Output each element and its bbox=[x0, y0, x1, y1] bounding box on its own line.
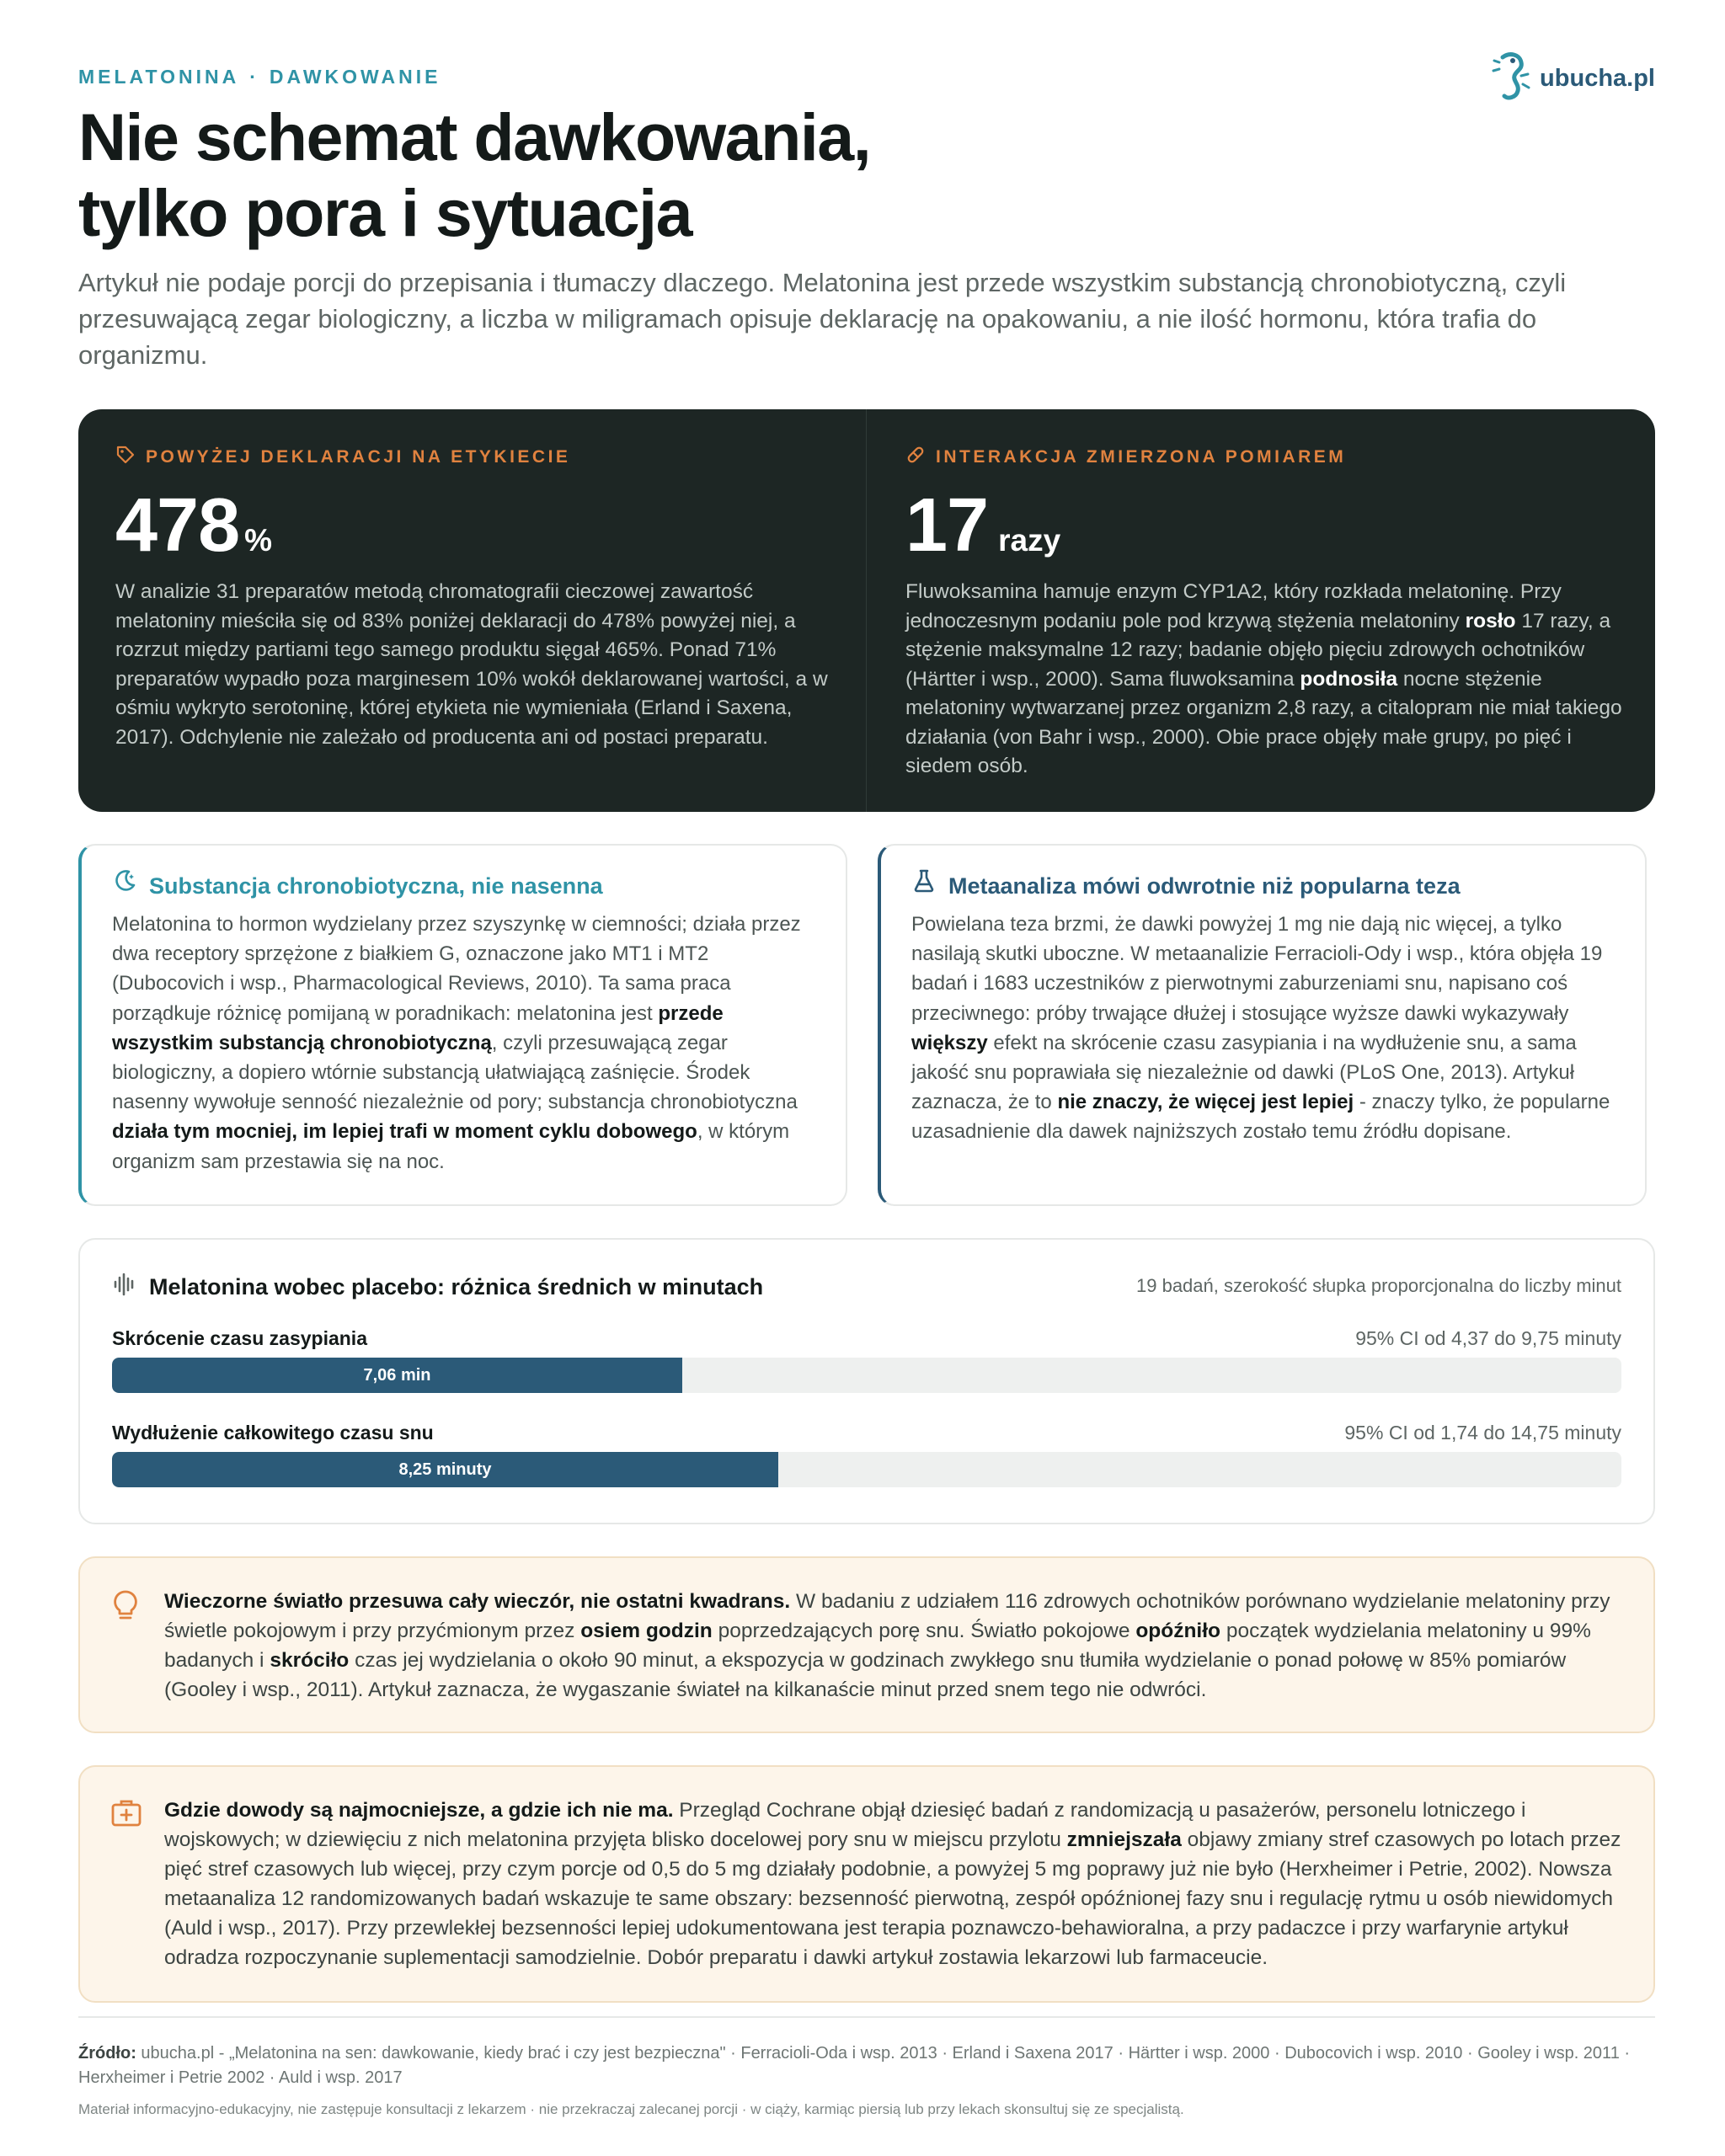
stat-number: 478 bbox=[115, 483, 240, 568]
note-evidence bbox=[78, 1765, 1655, 2003]
card-emphasis: działa tym mocniej, im lepiej trafi w moment cyklu dobowego bbox=[112, 1120, 697, 1144]
flask-icon bbox=[911, 867, 937, 905]
bar-track bbox=[112, 1358, 1621, 1393]
note-lead: Wieczorne światło przesuwa cały wieczór, nie ostatni kwadrans. bbox=[164, 1590, 791, 1613]
card-emphasis: przede wszystkim substancją chronobiotyczną bbox=[112, 1001, 724, 1054]
stat-label-deviation bbox=[115, 445, 840, 752]
note-emphasis: opóźniło bbox=[1135, 1620, 1221, 1642]
chart-title bbox=[112, 1272, 763, 1303]
title-line-1: Nie schemat dawkowania, bbox=[78, 99, 871, 174]
title-line-2: tylko pora i sytuacja bbox=[78, 175, 692, 250]
lead-paragraph: Artykuł nie podaje porcji do przepisania i tłumaczy dlaczego. Melatonina jest przede wszystkim substancją chronobiotyczną, czyli przesuwającą zegar biologiczny, a liczba w miligramach opisuje deklarację na opakowaniu, a nie ilość hormonu, która trafia do organizmu. bbox=[78, 268, 1567, 370]
bar-ci-total-sleep: 95% CI od 1,74 do 14,75 minuty bbox=[1344, 1422, 1621, 1444]
eyebrow-topic: MELATONINA bbox=[78, 66, 240, 88]
card-text: Powielana teza brzmi, że dawki powyżej 1 mg nie dają nic więcej, a tylko nasilają skutki uboczne. W metaanalizie Ferracioli-Ody i wsp., która objęła 19 badań i 1683 uczestników z pierwotnymi zaburzeniami snu, napisano coś przeciwnego: próby trwające dłużej i stosujące wyższe dawki wykazywały bbox=[911, 913, 1603, 1025]
footer-divider bbox=[78, 2016, 1655, 2018]
note-text: czas jej wydzielania o około 90 minut, a ekspozycja w godzinach zwykłego snu tłumiła wydzielanie o ponad połowę w 85% pomiarów (Gooley i wsp., 2011). Artykuł zaznacza, że wygaszanie świateł na kilkanaście minut przed snem tego nie odwróci. bbox=[164, 1649, 1567, 1701]
note-text: poprzedzających porę snu. Światło pokojowe bbox=[712, 1620, 1136, 1642]
card-chronobiotic bbox=[78, 844, 847, 1206]
logo-text: ubucha.pl bbox=[1540, 65, 1655, 92]
card-text: efekt na skrócenie czasu zasypiania i na wydłużenie snu, a sama jakość snu poprawiała się niezależnie od dawki (PLoS One, 2013). Artykuł zaznacza, że to bbox=[911, 1031, 1577, 1114]
chart-title-text: Melatonina wobec placebo: różnica średnich w minutach bbox=[149, 1274, 764, 1299]
source-text: ubucha.pl - „Melatonina na sen: dawkowanie, kiedy brać i czy jest bezpieczna" · Ferracioli-Oda i wsp. 2013 · Erland i Saxena 2017 · Härtter i wsp. 2000 · Dubocovich i wsp. 2010 · Gooley i wsp. 2011 · Herxheimer i Petrie 2002 · Auld i wsp. 2017 bbox=[78, 2044, 1631, 2087]
stats-divider bbox=[866, 409, 867, 812]
stat-text: 17 razy, a stężenie maksymalne 12 razy; badanie objęło pięciu zdrowych ochotników (Härtter i wsp., 2000). Sama fluwoksamina bbox=[905, 609, 1611, 691]
card-title bbox=[911, 867, 1616, 905]
note-body bbox=[164, 1796, 1621, 1972]
card-text: - znaczy tylko, że popularne uzasadnienie dla dawek najniższych zostało temu źródłu dopisane. bbox=[911, 1091, 1610, 1144]
stat-emphasis: rosło bbox=[1465, 609, 1516, 632]
logo[interactable] bbox=[1491, 51, 1655, 107]
stat-label bbox=[115, 445, 840, 470]
stat-description bbox=[115, 578, 840, 752]
first-aid-icon bbox=[110, 1797, 142, 1832]
note-text: W badaniu z udziałem 116 zdrowych ochotników porównano wydzielanie melatoniny przy świetle pokojowym i przy przyćmionym przez bbox=[164, 1590, 1610, 1642]
stat-value bbox=[905, 483, 1630, 568]
card-body bbox=[112, 910, 817, 1177]
card-text: Melatonina to hormon wydzielany przez szyszynkę w ciemności; działa przez dwa receptory sprzężone z białkiem G, oznaczone jako MT1 i MT2 (Dubocovich i wsp., Pharmacological Reviews, 2010). Ta sama praca porządkuje różnicę pomijaną w poradnikach: melatonina jest bbox=[112, 913, 801, 1025]
stat-label-text: INTERAKCJA ZMIERZONA POMIAREM bbox=[936, 447, 1347, 467]
stat-interaction bbox=[905, 445, 1630, 782]
stat-label bbox=[905, 445, 1630, 470]
card-title bbox=[112, 867, 817, 905]
stat-unit: % bbox=[244, 523, 273, 558]
placebo-chart bbox=[78, 1238, 1655, 1524]
card-text: , czyli przesuwającą zegar biologiczny, a dopiero wtórnie substancją ułatwiającą zaśnięcie. Środek nasenny wywołuje senność niezależnie od pory; substancja chronobiotyczna bbox=[112, 1031, 798, 1114]
stat-description bbox=[905, 578, 1630, 782]
bar-value-label: 8,25 minuty bbox=[398, 1460, 492, 1479]
stat-label-text: POWYŻEJ DEKLARACJI NA ETYKIECIE bbox=[146, 447, 571, 467]
note-emphasis: skróciło bbox=[270, 1649, 350, 1672]
note-emphasis: zmniejszała bbox=[1066, 1828, 1182, 1851]
bar-sleep-onset bbox=[112, 1358, 682, 1393]
lightbulb-icon bbox=[110, 1588, 141, 1626]
stat-number: 17 bbox=[905, 483, 989, 568]
bar-total-sleep bbox=[112, 1452, 778, 1487]
card-emphasis: większy bbox=[911, 1031, 988, 1054]
seahorse-logo-icon bbox=[1491, 51, 1531, 107]
note-lead: Gdzie dowody są najmocniejsze, a gdzie ich nie ma. bbox=[164, 1799, 674, 1822]
bar-label-sleep-onset: Skrócenie czasu zasypiania bbox=[112, 1327, 367, 1349]
tag-icon bbox=[115, 445, 136, 470]
eyebrow-subtopic: DAWKOWANIE bbox=[269, 66, 441, 88]
note-text: objawy zmiany stref czasowych po lotach przez pięć stref czasowych lub więcej, przy czym porcje od 0,5 do 5 mg działały podobnie, a powyżej 5 mg poprawy już nie było (Herxheimer i Petrie, 2002). Nowsza metaanaliza 12 randomizowanych badań wskazuje te same obszary: bezsenność pierwotną, zespół opóźnionej fazy snu i regulację rytmu u osób niewidomych (Auld i wsp., 2017). Przy przewlekłej bezsenności lepiej udokumentowana jest terapia poznawczo-behawioralna, a przy padaczce i przy warfarynie artykuł odradza rozpoczynanie suplementacji samodzielnie. Dobór preparatu i dawki artykuł zostawia lekarzowi lub farmaceucie. bbox=[164, 1828, 1621, 1969]
stat-text: Fluwoksamina hamuje enzym CYP1A2, który rozkłada melatoninę. Przy jednoczesnym podaniu pole pod krzywą stężenia melatoniny bbox=[905, 580, 1562, 632]
stats-panel bbox=[78, 409, 1655, 812]
note-evening-light bbox=[78, 1556, 1655, 1733]
eyebrow bbox=[78, 66, 441, 88]
bar-ci-sleep-onset: 95% CI od 4,37 do 9,75 minuty bbox=[1355, 1327, 1621, 1349]
disclaimer: Materiał informacyjno-edukacyjny, nie zastępuje konsultacji z lekarzem · nie przekraczaj zalecanej porcji · w ciąży, karmiąc piersią lub przy lekach skonsultuj się ze specjalistą. bbox=[78, 2101, 1184, 2117]
bar-label-total-sleep: Wydłużenie całkowitego czasu snu bbox=[112, 1422, 434, 1444]
stat-text: W analizie 31 preparatów metodą chromatografii cieczowej zawartość melatoniny mieściła się od 83% poniżej deklaracji do 478% powyżej niej, a rozrzut między partiami tego samego produktu sięgał 465%. Ponad 71% preparatów wypadło poza marginesem 10% wokół deklarowanej wartości, a w ośmiu wykryto serotoninę, której etykieta nie wymieniała (Erland i Saxena, 2017). Odchylenie nie zależało od producenta ani od postaci preparatu. bbox=[115, 580, 828, 749]
source-label: Źródło: bbox=[78, 2044, 136, 2063]
card-emphasis: nie znaczy, że więcej jest lepiej bbox=[1057, 1091, 1354, 1114]
stat-unit: razy bbox=[998, 523, 1061, 558]
page-title bbox=[78, 99, 870, 251]
card-title-text: Metaanaliza mówi odwrotnie niż popularna teza bbox=[948, 873, 1461, 899]
note-text: Przegląd Cochrane objął dziesięć badań z randomizacją u pasażerów, personelu lotniczego i wojskowych; w dziewięciu z nich melatonina przyjęta blisko docelowej pory snu w miejscu przylotu bbox=[164, 1799, 1526, 1851]
waveform-icon bbox=[112, 1272, 137, 1303]
note-body bbox=[164, 1587, 1621, 1705]
eyebrow-separator: · bbox=[249, 66, 259, 88]
card-text: , w którym organizm sam przestawia się na noc. bbox=[112, 1120, 790, 1173]
stat-emphasis: podnosiła bbox=[1300, 667, 1398, 691]
stat-text: nocne stężenie melatoniny wytwarzanej przez organizm 2,8 razy, a citalopram nie miał takiego działania (von Bahr i wsp., 2000). Obie prace objęły małe grupy, po pięć i siedem osób. bbox=[905, 667, 1622, 777]
card-title-text: Substancja chronobiotyczna, nie nasenna bbox=[149, 873, 603, 899]
bar-value-label: 7,06 min bbox=[363, 1365, 431, 1385]
chart-note: 19 badań, szerokość słupka proporcjonalna do liczby minut bbox=[1136, 1275, 1621, 1296]
pill-icon bbox=[905, 445, 926, 470]
note-emphasis: osiem godzin bbox=[580, 1620, 713, 1642]
source-citation bbox=[78, 2041, 1655, 2090]
moon-icon bbox=[112, 867, 137, 905]
stat-value bbox=[115, 483, 840, 568]
card-body bbox=[911, 910, 1616, 1147]
note-text: początek wydzielania melatoniny u 99% badanych i bbox=[164, 1620, 1591, 1672]
bar-track bbox=[112, 1452, 1621, 1487]
card-metaanalysis bbox=[878, 844, 1647, 1206]
